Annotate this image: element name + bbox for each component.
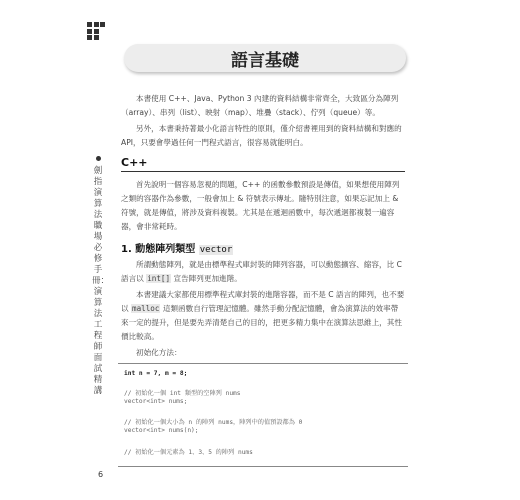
subsection-title-text: 1. 動態陣列類型 — [121, 244, 199, 255]
subsection-paragraph-1 — [121, 258, 405, 286]
code-line-5: vector<int> nums(n); — [124, 427, 199, 434]
subsection-title-code: vector — [199, 245, 233, 255]
intro-paragraph-1: 本書使用 C++、Java、Python 3 內建的資料結構非常齊全，大致區分為陣列（array）、串列（list）、映射（map）、堆疊（stack）、佇列（queue）等。 — [121, 94, 399, 117]
subsection-heading — [121, 240, 233, 255]
intro-paragraph-2: 另外，本書秉持著最小化語言特性的原則，僅介紹書裡用到的資料結構和對應的 API，只要會學過任何一門程式語言，很容易就能明白。 — [121, 124, 402, 147]
code-line-1: int n = 7, m = 8; — [124, 370, 188, 377]
section-heading-cpp: C++ — [121, 156, 405, 172]
code-line-3: vector<int> nums; — [124, 398, 188, 405]
subsection-paragraph-2 — [121, 288, 405, 344]
code-line-6: // 初始化一個元素為 1、3、5 的陣列 nums — [124, 449, 253, 456]
p2-text-before: 本書建議大家都使用標準程式庫封裝的進階容器，而不是 C 語言的陣列，也不要以 — [121, 290, 405, 313]
p1-inline-code: int[] — [147, 274, 171, 283]
page-number: 6 — [98, 470, 104, 479]
section-paragraph: 首先說明一個容易忽視的問題，C++ 的函數參數預設是傳值，如果想使用陣列之類的容器作為參數，一般會加上 & 符號表示傳址。隨特別注意，如果忘記加上 & 符號，就是傳值，將涉及資料複製。尤其是在遞迴函數中，每次遞迴都複製一遍容器，會非常耗時。 — [121, 180, 400, 231]
subsection-paragraph-3: 初始化方法： — [136, 348, 182, 357]
code-line-2: // 初始化一個 int 類型的空陣列 nums — [124, 390, 241, 397]
p2-inline-code: malloc — [132, 304, 160, 313]
corner-ornament-icon — [87, 22, 105, 40]
code-line-4: // 初始化一個大小為 n 的陣列 nums，陣列中的值預設都為 0 — [124, 419, 303, 426]
p1-text-after: 宣告陣列更加進階。 — [171, 274, 242, 283]
side-running-title: 劍指演算法職場必修手冊：演算法工程師面試精講 — [92, 166, 110, 396]
p2-text-after: 這類函數自行管理記憶體。雖然手動分配記憶體，會為演算法的效率帶來一定的提升，但是要先弄清楚自己的目的，把更多精力集中在演算法思維上，其性價比較高。 — [121, 304, 402, 341]
p1-text-before: 所謂動態陣列，就是由標準程式庫封裝的陣列容器，可以動態擴容、縮容，比 C 語言以 — [121, 260, 402, 283]
code-block — [118, 363, 408, 467]
chapter-title: 語言基礎 — [124, 44, 406, 72]
side-bullet-icon — [96, 156, 101, 161]
